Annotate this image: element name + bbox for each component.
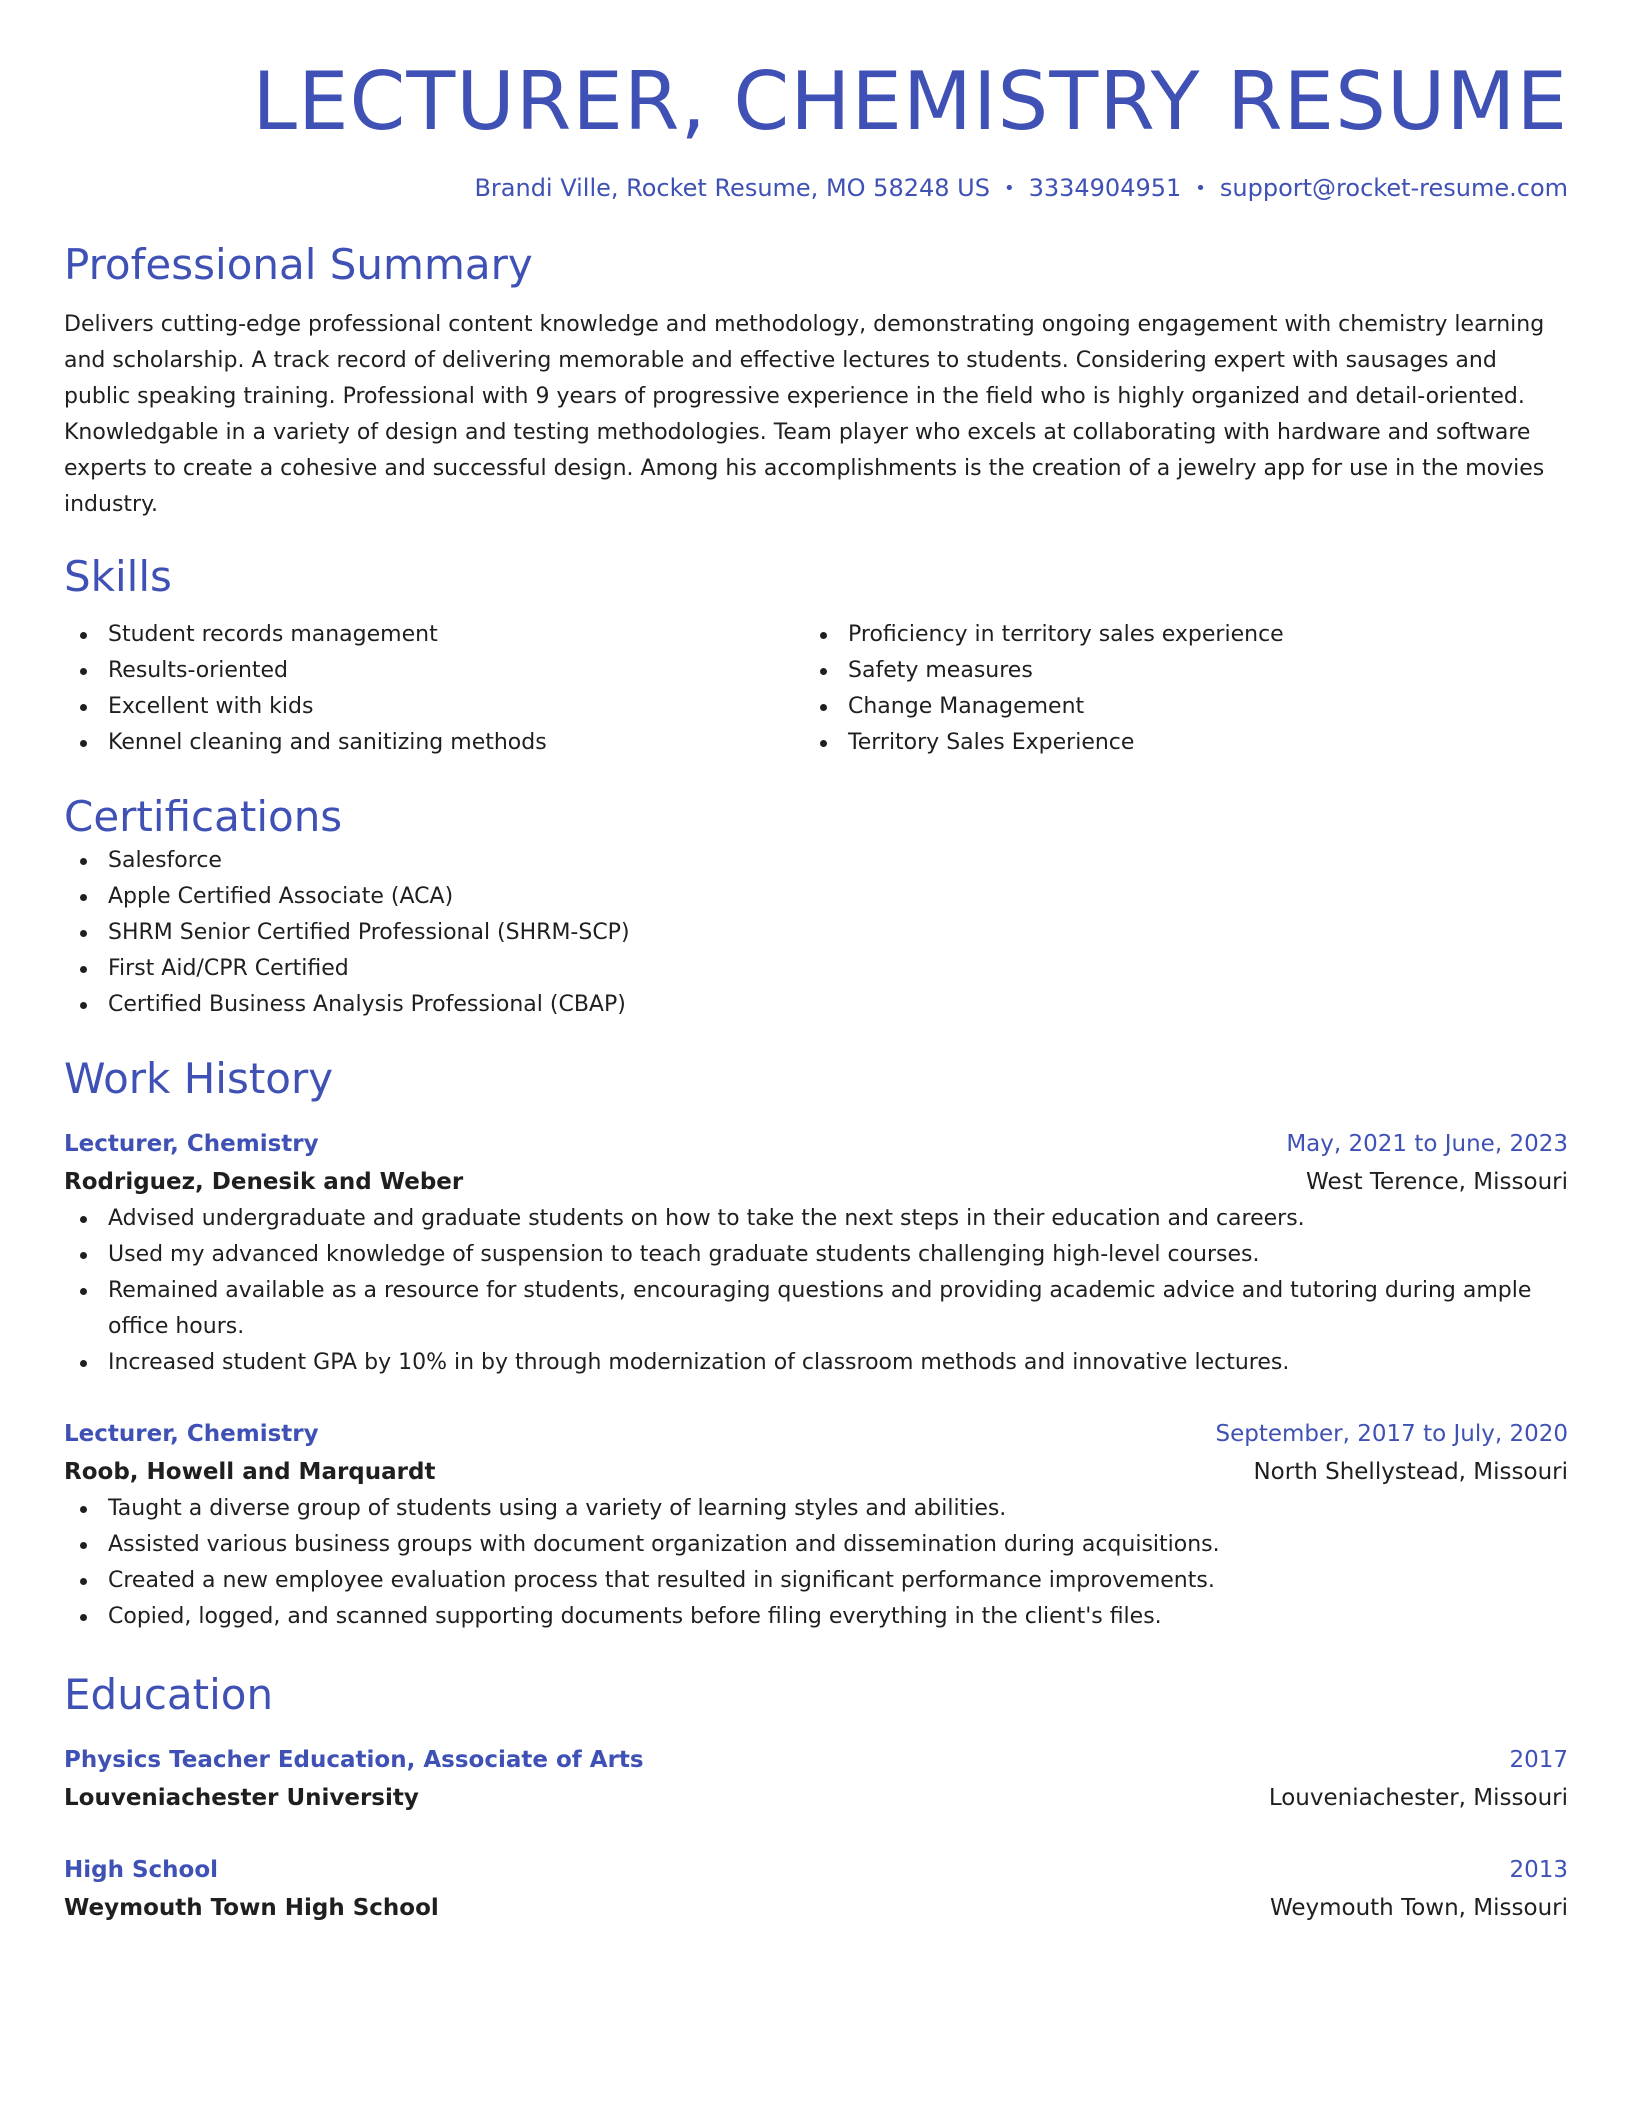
education-section bbox=[64, 1669, 1568, 1927]
job-company: Rodriguez, Denesik and Weber bbox=[64, 1169, 464, 1195]
job-title: Lecturer, Chemistry bbox=[64, 1421, 319, 1447]
job-duties-list bbox=[64, 1491, 1568, 1635]
certification-item: Apple Certified Associate (ACA) bbox=[64, 879, 1568, 915]
job-duty-item: Assisted various business groups with document organization and dissemination during acquisitions. bbox=[64, 1527, 1568, 1563]
certification-item: First Aid/CPR Certified bbox=[64, 951, 1568, 987]
education-school: Louveniachester University bbox=[64, 1785, 419, 1811]
job-duty-item: Advised undergraduate and graduate students on how to take the next steps in their education and careers. bbox=[64, 1201, 1568, 1237]
section-heading: Certifications bbox=[64, 792, 343, 841]
job-duties-list bbox=[64, 1201, 1568, 1381]
resume-title: LECTURER, CHEMISTRY RESUME bbox=[252, 55, 1568, 148]
certifications-section bbox=[64, 791, 1568, 1023]
certifications-list bbox=[64, 843, 1568, 1023]
section-heading: Education bbox=[64, 1670, 274, 1719]
skill-item: Change Management bbox=[804, 689, 1544, 725]
work-history-section bbox=[64, 1053, 1568, 1635]
skills-column-right bbox=[804, 617, 1544, 761]
job-entry bbox=[64, 1415, 1568, 1635]
contact-line bbox=[64, 172, 1568, 205]
skills-grid bbox=[64, 617, 1568, 761]
education-header-row bbox=[64, 1741, 1568, 1779]
job-header-row bbox=[64, 1125, 1568, 1163]
job-duty-item: Remained available as a resource for students, encouraging questions and providing academic advice and tutoring during ample office hours. bbox=[64, 1273, 1568, 1345]
contact-separator: • bbox=[1195, 178, 1206, 199]
contact-address: Brandi Ville, Rocket Resume, MO 58248 US bbox=[474, 174, 990, 202]
contact-separator: • bbox=[1003, 178, 1015, 199]
education-degree: High School bbox=[64, 1857, 219, 1883]
section-heading: Skills bbox=[64, 552, 172, 601]
job-duty-item: Increased student GPA by 10% in by through modernization of classroom methods and innovative lectures. bbox=[64, 1345, 1568, 1381]
professional-summary-section bbox=[64, 239, 1568, 523]
job-location: West Terence, Missouri bbox=[1306, 1169, 1568, 1195]
section-heading: Work History bbox=[64, 1054, 334, 1103]
skill-item: Safety measures bbox=[804, 653, 1544, 689]
education-year: 2017 bbox=[1509, 1747, 1568, 1773]
job-duty-item: Copied, logged, and scanned supporting documents before filing everything in the client's files. bbox=[64, 1599, 1568, 1635]
job-header-row bbox=[64, 1415, 1568, 1453]
education-school: Weymouth Town High School bbox=[64, 1895, 439, 1921]
skill-item: Excellent with kids bbox=[64, 689, 804, 725]
job-entry bbox=[64, 1125, 1568, 1381]
job-duty-item: Taught a diverse group of students using a variety of learning styles and abilities. bbox=[64, 1491, 1568, 1527]
certification-item: SHRM Senior Certified Professional (SHRM-SCP) bbox=[64, 915, 1568, 951]
job-company: Roob, Howell and Marquardt bbox=[64, 1459, 436, 1485]
job-dates: May, 2021 to June, 2023 bbox=[1286, 1131, 1568, 1157]
job-company-row bbox=[64, 1453, 1568, 1491]
job-location: North Shellystead, Missouri bbox=[1253, 1459, 1568, 1485]
job-dates: September, 2017 to July, 2020 bbox=[1215, 1421, 1568, 1447]
section-heading: Professional Summary bbox=[64, 240, 533, 289]
skills-column-left bbox=[64, 617, 804, 761]
education-degree: Physics Teacher Education, Associate of Arts bbox=[64, 1747, 644, 1773]
skills-section bbox=[64, 551, 1568, 761]
certification-item: Certified Business Analysis Professional (CBAP) bbox=[64, 987, 1568, 1023]
skill-item: Proficiency in territory sales experience bbox=[804, 617, 1544, 653]
job-title: Lecturer, Chemistry bbox=[64, 1131, 319, 1157]
education-entry bbox=[64, 1851, 1568, 1927]
contact-phone[interactable]: 3334904951 bbox=[1028, 174, 1182, 202]
certification-item: Salesforce bbox=[64, 843, 1568, 879]
contact-email[interactable]: support@rocket-resume.com bbox=[1219, 174, 1568, 202]
education-location: Louveniachester, Missouri bbox=[1268, 1785, 1568, 1811]
education-header-row bbox=[64, 1851, 1568, 1889]
education-location: Weymouth Town, Missouri bbox=[1269, 1895, 1568, 1921]
job-duty-item: Created a new employee evaluation process that resulted in significant performance improvements. bbox=[64, 1563, 1568, 1599]
job-duty-item: Used my advanced knowledge of suspension to teach graduate students challenging high-level courses. bbox=[64, 1237, 1568, 1273]
education-year: 2013 bbox=[1509, 1857, 1568, 1883]
skill-item: Student records management bbox=[64, 617, 804, 653]
resume-header bbox=[64, 52, 1568, 205]
education-school-row bbox=[64, 1779, 1568, 1817]
education-school-row bbox=[64, 1889, 1568, 1927]
job-company-row bbox=[64, 1163, 1568, 1201]
skill-item: Kennel cleaning and sanitizing methods bbox=[64, 725, 804, 761]
education-entry bbox=[64, 1741, 1568, 1817]
summary-paragraph: Delivers cutting-edge professional content knowledge and methodology, demonstrating ongoing engagement with chemistry learning and scholarship. A track record of delivering memorable and effective lectures to students. Considering expert with sausages and public speaking training. Professional with 9 years of progressive experience in the field who is highly organized and detail-oriented. Knowledgable in a variety of design and testing methodologies. Team player who excels at collaborating with hardware and software experts to create a cohesive and successful design. Among his accomplishments is the creation of a jewelry app for use in the movies industry. bbox=[64, 312, 1545, 517]
skill-item: Territory Sales Experience bbox=[804, 725, 1544, 761]
skill-item: Results-oriented bbox=[64, 653, 804, 689]
